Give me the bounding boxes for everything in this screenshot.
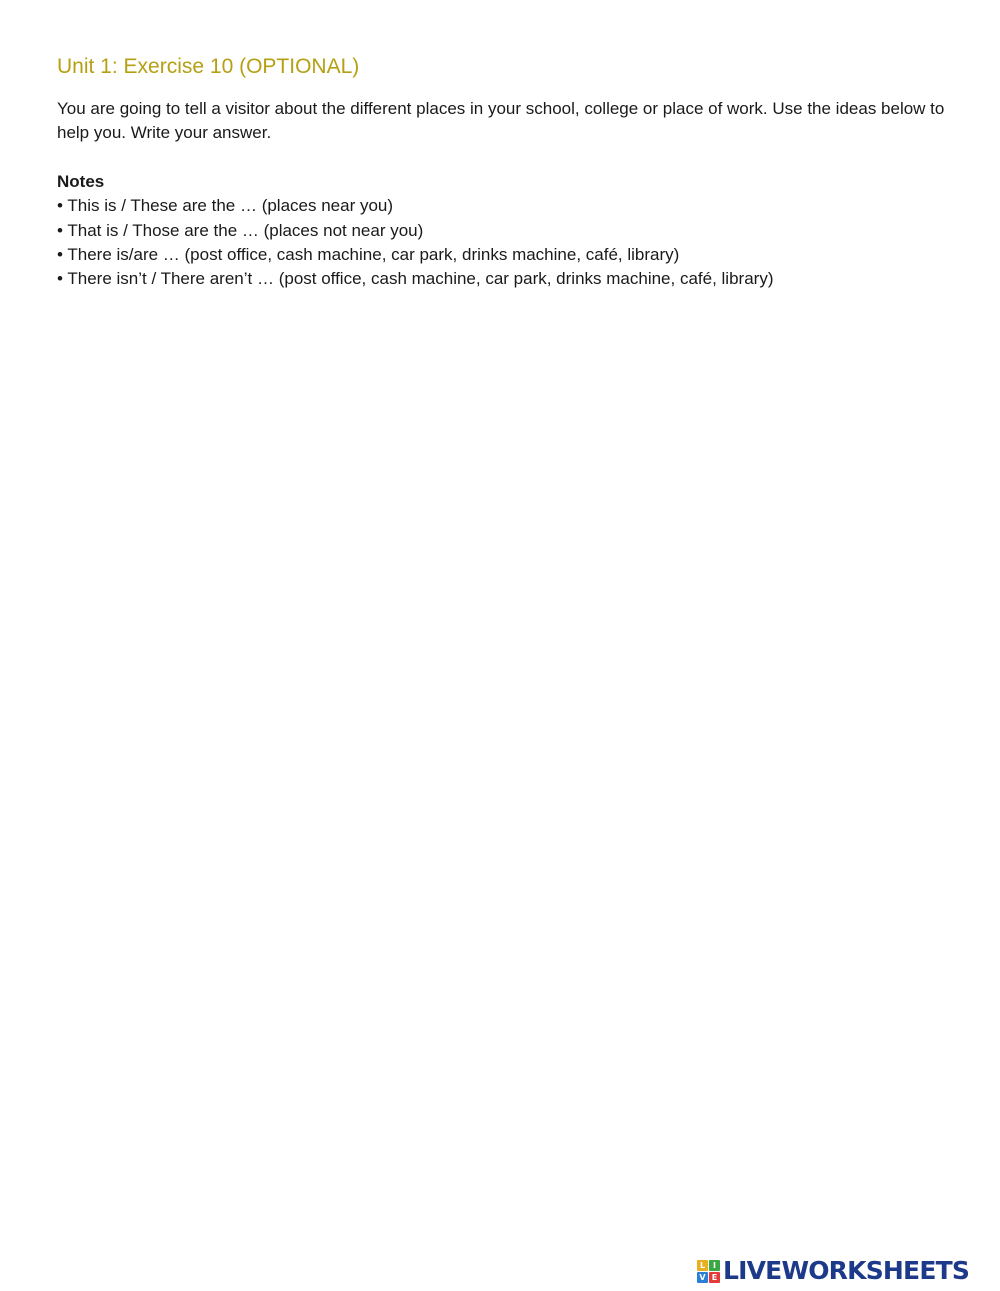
liveworksheets-logo-icon: L I V E bbox=[697, 1260, 720, 1283]
notes-item: • There isn’t / There aren’t … (post office, cash machine, car park, drinks machine, café, library) bbox=[57, 269, 774, 289]
notes-item: • That is / Those are the … (places not near you) bbox=[57, 220, 424, 240]
liveworksheets-logo bbox=[697, 1256, 969, 1286]
notes-section bbox=[57, 170, 773, 291]
notes-heading: Notes bbox=[57, 172, 105, 191]
instructions-text: You are going to tell a visitor about the different places in your school, college or place of work. Use the ideas below to help you. Write your answer. bbox=[57, 99, 945, 142]
logo-wordmark: LIVEWORKSHEETS bbox=[723, 1256, 970, 1285]
notes-list bbox=[57, 194, 773, 291]
notes-item: • This is / These are the … (places near you) bbox=[57, 196, 394, 216]
notes-item: • There is/are … (post office, cash machine, car park, drinks machine, café, library) bbox=[57, 244, 680, 264]
exercise-title: Unit 1: Exercise 10 (OPTIONAL) bbox=[57, 55, 360, 78]
